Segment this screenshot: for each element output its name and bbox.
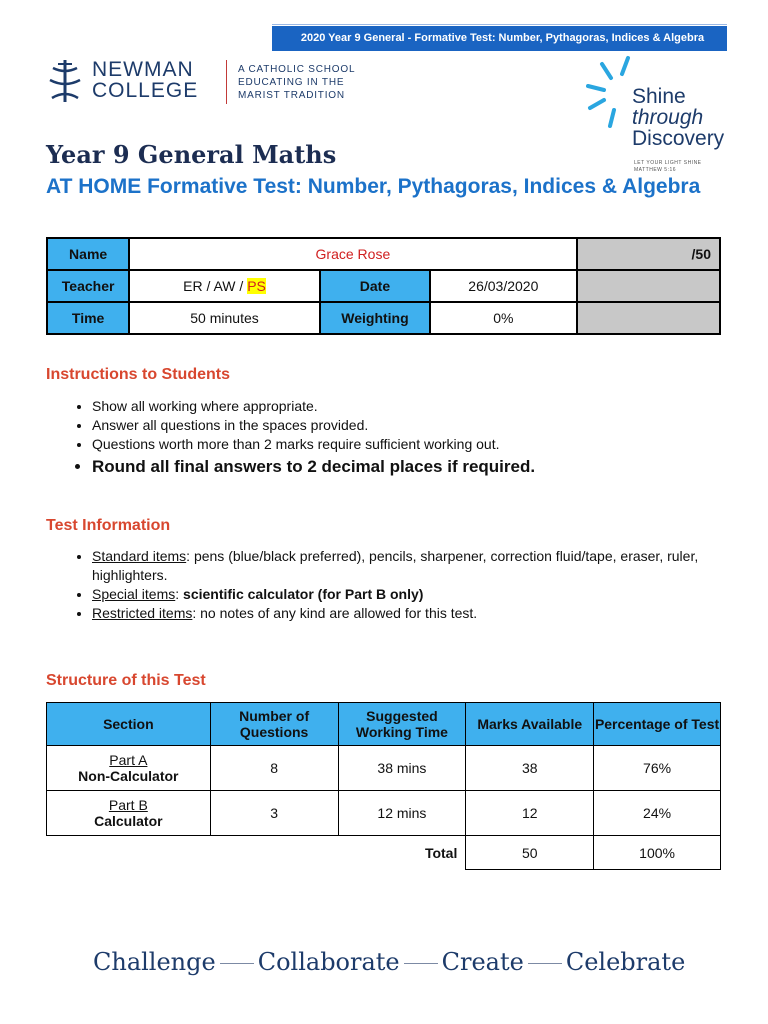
weighting-value: 0%	[430, 302, 576, 334]
footer-word: Challenge	[93, 948, 216, 976]
tagline-line2: EDUCATING IN THE	[238, 77, 345, 88]
table-header: Suggested Working Time	[338, 703, 466, 746]
questions-cell: 8	[210, 746, 338, 791]
shine-line1: Shine	[632, 85, 686, 108]
list-item: • Questions worth more than 2 marks require sufficient working out.	[92, 435, 535, 454]
college-name-line1: NEWMAN	[92, 58, 194, 81]
footer-word: Collaborate	[257, 948, 400, 976]
marks-cell: 38	[466, 746, 594, 791]
college-name	[92, 59, 198, 101]
time-cell: 38 mins	[338, 746, 466, 791]
time-cell: 12 mins	[338, 791, 466, 836]
teacher-value-highlight: PS	[247, 278, 266, 294]
part-type: Non-Calculator	[78, 768, 179, 784]
shine-line2: through	[632, 106, 704, 129]
score-total: /50	[577, 238, 720, 270]
table-header: Marks Available	[466, 703, 594, 746]
restricted-items-label: Restricted items	[92, 605, 193, 621]
footer-dash	[404, 963, 438, 964]
table-row	[47, 746, 721, 791]
footer-dash	[528, 963, 562, 964]
restricted-items-text: : no notes of any kind are allowed for this test.	[192, 605, 478, 621]
name-label: Name	[47, 238, 129, 270]
percent-cell: 24%	[594, 791, 721, 836]
test-info-heading: Test Information	[46, 517, 171, 534]
list-item: • Answer all questions in the spaces provided.	[92, 416, 535, 435]
percent-cell: 76%	[594, 746, 721, 791]
list-item: • Show all working where appropriate.	[92, 397, 535, 416]
table-row	[47, 791, 721, 836]
name-value[interactable]: Grace Rose	[129, 238, 576, 270]
footer-dash	[220, 963, 254, 964]
teacher-label: Teacher	[47, 270, 129, 302]
tagline-line3: MARIST TRADITION	[238, 90, 345, 101]
list-item-restricted	[92, 604, 732, 623]
score-cell-3	[577, 302, 720, 334]
footer-motto	[93, 948, 685, 976]
list-item-special	[92, 585, 732, 604]
special-items-sep: :	[175, 586, 184, 602]
test-info-list	[46, 547, 732, 623]
college-name-line2: COLLEGE	[92, 79, 199, 102]
sun-rays-icon	[584, 52, 636, 132]
standard-items-text: : pens (blue/black preferred), pencils, sharpener, correction fluid/tape, eraser, ruler, highlighters.	[92, 548, 699, 583]
teacher-value-prefix: ER / AW /	[183, 278, 248, 294]
total-row	[47, 836, 721, 870]
logo-divider	[226, 60, 227, 104]
section-cell	[47, 746, 211, 791]
time-value: 50 minutes	[129, 302, 320, 334]
shine-verse-line1: LET YOUR LIGHT SHINE	[634, 160, 702, 166]
structure-table	[46, 702, 721, 870]
table-header: Percentage of Test	[594, 703, 721, 746]
marks-cell: 12	[466, 791, 594, 836]
college-tagline	[238, 63, 355, 102]
tagline-line1: A CATHOLIC SCHOOL	[238, 64, 356, 75]
teacher-value[interactable]	[129, 270, 320, 302]
instructions-list	[46, 397, 535, 478]
special-items-label: Special items	[92, 586, 176, 602]
structure-heading: Structure of this Test	[46, 672, 206, 689]
shine-line3: Discovery	[632, 127, 725, 150]
shine-verse-line2: MATTHEW 5:16	[634, 167, 677, 173]
special-items-text: scientific calculator (for Part B only)	[183, 586, 424, 602]
list-item-emphasis	[92, 456, 535, 478]
part-label: Part A	[109, 752, 148, 768]
table-header: Number of Questions	[210, 703, 338, 746]
header-banner-strip	[272, 24, 727, 25]
date-label: Date	[320, 270, 430, 302]
newman-college-crest-icon	[46, 58, 84, 104]
standard-items-label: Standard items	[92, 548, 187, 564]
instructions-heading: Instructions to Students	[46, 366, 230, 383]
page-title: Year 9 General Maths	[46, 140, 337, 169]
shine-tagline	[632, 86, 724, 149]
footer-word: Create	[441, 948, 524, 976]
total-percent: 100%	[594, 836, 721, 870]
total-marks: 50	[466, 836, 594, 870]
footer-word: Celebrate	[565, 948, 686, 976]
total-label: Total	[424, 844, 458, 861]
questions-cell: 3	[210, 791, 338, 836]
section-cell	[47, 791, 211, 836]
header-banner: 2020 Year 9 General - Formative Test: Number, Pythagoras, Indices & Algebra	[272, 26, 727, 51]
table-header: Section	[47, 703, 211, 746]
emphasis-text: Round all final answers to 2 decimal places if required	[92, 457, 531, 476]
date-value[interactable]: 26/03/2020	[430, 270, 576, 302]
weighting-label: Weighting	[320, 302, 430, 334]
time-label: Time	[47, 302, 129, 334]
part-type: Calculator	[94, 813, 163, 829]
student-info-table	[46, 237, 721, 335]
emphasis-end: .	[530, 457, 536, 476]
list-item-standard	[92, 547, 732, 585]
part-label: Part B	[108, 797, 148, 813]
score-cell-2	[577, 270, 720, 302]
page-subtitle: AT HOME Formative Test: Number, Pythagoras, Indices & Algebra	[46, 175, 701, 198]
